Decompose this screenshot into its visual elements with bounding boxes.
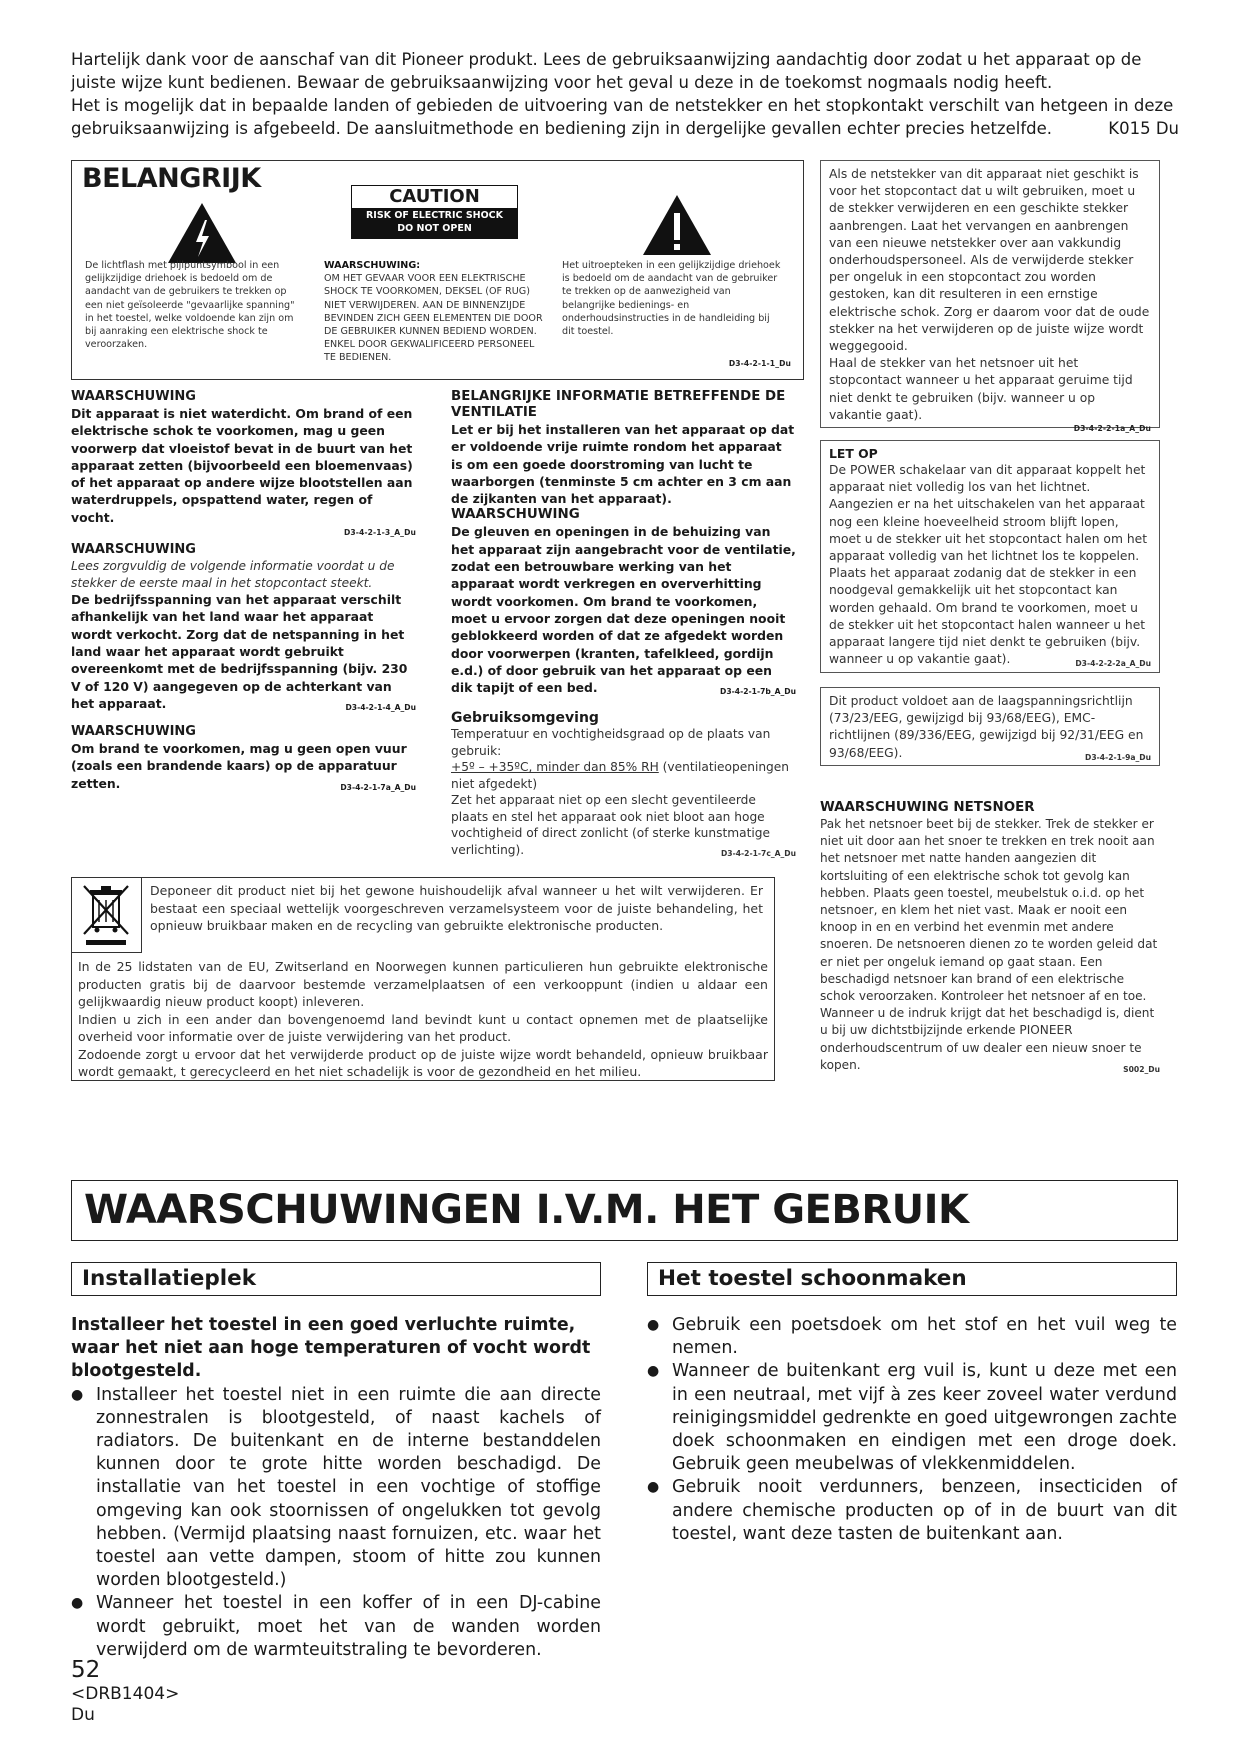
plug-box xyxy=(820,160,1160,434)
letop-body: De POWER schakelaar van dit apparaat koppelt het apparaat niet volledig los van het lichtnet. Aangezien er na het uitschakelen van het apparaat nog een kleine hoeveelheid stroom blijft lopen, moet u de stekker uit het stopcontact halen om het apparaat volledig van het lichtnet los te koppelen. Plaats het apparaat zodanig dat de stekker in een noodgeval gemakkelijk uit het stopcontact kan worden gehaald. Om brand te voorkomen, moet u de stekker uit het stopcontact halen wanneer u het apparaat langere tijd niet denkt te gebruiken (bijv. wanneer u op vakantie gaat). D3-4-2-2-2a_A_Du xyxy=(829,462,1151,668)
caution-title: CAUTION xyxy=(389,186,480,207)
crossed-bin-icon xyxy=(72,878,142,953)
list-item: ● Gebruik nooit verdunners, benzeen, insecticiden of andere chemische producten op of in de buurt van dit toestel, want deze tasten de buitenkant aan. xyxy=(647,1476,1177,1546)
disposal-paragraph-2: In de 25 lidstaten van de EU, Zwitserland en Noorwegen kunnen particulieren hun gebruikte elektronische producten gratis bij de daarvoor bestemde verzamelplaatsen of een verkooppunt (indien u aldaar een gelijkwaardig nieuw product koopt) inleveren. xyxy=(78,959,768,1009)
install-section xyxy=(71,1314,601,1662)
exclamation-description: Het uitroepteken in een gelijkzijdige driehoek is bedoeld om de aandacht van de gebruiker te trekken op de aanwezigheid van belangrijke bedienings- en onderhoudsinstructies in de handleiding bij dit toestel. xyxy=(562,260,781,338)
intro-paragraph-2: Het is mogelijk dat in bepaalde landen of gebieden de uitvoering van de netstekker en het stopkontakt verschilt van hetgeen in deze gebruiksaanwijzing is afgebeeld. De aansluitmethode en bediening zijn in dergelijke gevallen echter precies hetzelfde. K015 Du xyxy=(71,96,1179,138)
ventilation-warning-heading: WAARSCHUWING xyxy=(451,507,580,523)
clean-section xyxy=(647,1314,1177,1546)
install-section-title: Installatieplek xyxy=(71,1262,601,1296)
ventilation-body: Let er bij het installeren van het apparaat op dat er voldoende vrije ruimte rondom het apparaat is om een goede doorstroming van lucht te waarborgen (tenminste 5 cm achter en 3 cm aan de zijkanten van het apparaat). xyxy=(451,422,795,507)
environment-heading: Gebruiksomgeving xyxy=(451,710,599,727)
power-cord-heading: WAARSCHUWING NETSNOER xyxy=(820,800,1035,815)
lightning-triangle-icon xyxy=(166,201,238,265)
install-lead: Installeer het toestel in een goed verluchte ruimte, waar het niet aan hoge temperaturen of vocht wordt blootgesteld. xyxy=(71,1315,591,1382)
warning-3-code: D3-4-2-1-7a_A_Du xyxy=(340,782,416,792)
middle-warnings xyxy=(451,389,796,862)
ventilation-warning-code: D3-4-2-1-7b_A_Du xyxy=(720,687,796,697)
disposal-details xyxy=(78,958,768,1081)
environment-code: D3-4-2-1-7c_A_Du xyxy=(720,848,796,858)
letop-heading: LET OP xyxy=(829,446,878,461)
warning-2-code: D3-4-2-1-4_A_Du xyxy=(345,702,416,712)
lightning-description: De lichtflash met pijlpuntsymbool in een gelijkzijdige driehoek is bedoeld om de aandacht van de gebruikers te trekken op een niet geïsoleerde "gevaarlijke spanning" in het toestel, welke voldoende kan zijn om bij aanraking een elektrische shock te veroorzaken. xyxy=(85,260,295,351)
warning-3-heading: WAARSCHUWING xyxy=(71,724,196,740)
clean-section-title: Het toestel schoonmaken xyxy=(647,1262,1177,1296)
letop-box xyxy=(820,440,1160,673)
belangrijk-code: D3-4-2-1-1_Du xyxy=(728,359,791,368)
list-item: ● Gebruik een poetsdoek om het stof en het vuil weg te nemen. xyxy=(647,1314,1177,1360)
warning-2-heading: WAARSCHUWING xyxy=(71,542,196,558)
caution-label xyxy=(351,185,518,239)
list-item: ● Wanneer de buitenkant erg vuil is, kunt u deze met een in een neutraal, met vijf à zes keer zoveel water verdund reinigingsmiddel gedrenkte en goed uitgewrongen zachte doek schoonmaken en eindigen met een droge doek. Gebruik geen meubelwas of vlekkenmiddelen. xyxy=(647,1360,1177,1476)
letop-code: D3-4-2-2-2a_A_Du xyxy=(1075,659,1151,669)
page-footer xyxy=(71,1656,179,1726)
warning-3-body: Om brand te voorkomen, mag u geen open vuur (zoals een brandende kaars) op de apparatuur zetten. D3-4-2-1-7a_A_Du xyxy=(71,740,416,792)
caution-description: WAARSCHUWING: OM HET GEVAAR VOOR EEN ELEKTRISCHE SHOCK TE VOORKOMEN, DEKSEL (OF RUG) NIET VERWIJDEREN. AAN DE BINNENZIJDE BEVINDEN ZICH GEEN ELEMENTEN DIE DOOR DE GEBRUIKER KUNNEN BEDIEND WORDEN. ENKEL DOOR GEKWALIFICEERD PERSONEEL TE BEDIENEN. xyxy=(324,259,546,365)
warning-1-heading: WAARSCHUWING xyxy=(71,389,196,404)
install-list xyxy=(71,1384,601,1662)
exclamation-triangle-icon xyxy=(641,193,713,257)
disposal-box xyxy=(71,877,775,1081)
caution-subtitle: RISK OF ELECTRIC SHOCK DO NOT OPEN xyxy=(352,208,517,238)
page-title: WAARSCHUWINGEN I.V.M. HET GEBRUIK xyxy=(71,1180,1178,1241)
warning-2-intro: Lees zorgvuldig de volgende informatie voordat u de stekker de eerste maal in het stopcontact steekt. xyxy=(71,559,395,590)
warning-2-body: De bedrijfsspanning van het apparaat verschilt afhankelijk van het land waar het apparaat wordt verkocht. Zorg dat de netspanning in het land waar het apparaat wordt gebruikt overeenkomt met de bedrijfsspanning (bijv. 230 V of 120 V) aangegeven op de achterkant van het apparaat. D3-4-2-1-4_A_Du xyxy=(71,591,416,712)
disposal-icon-frame xyxy=(72,878,142,953)
page-number: 52 xyxy=(71,1657,101,1683)
warning-1-body: Dit apparaat is niet waterdicht. Om brand of een elektrische schok te voorkomen, mag u geen voorwerp dat vloeistof bevat in de buurt van het apparaat zetten (bijvoorbeeld een bloemenvaas) of het apparaat op andere wijze blootstellen aan waterdruppels, opspattend water, regen of vocht. xyxy=(71,406,413,525)
belangrijk-box xyxy=(71,160,804,380)
intro-text xyxy=(71,48,1179,140)
intro-paragraph-1: Hartelijk dank voor de aanschaf van dit Pioneer produkt. Lees de gebruiksaanwijzing aandachtig door zodat u het apparaat op de juiste wijze kunt bedienen. Bewaar de gebruiksaanwijzing voor het geval u deze in de toekomst nogmaals nodig heeft. xyxy=(71,50,1142,92)
power-cord-warning xyxy=(820,800,1160,1078)
caution-description-head: WAARSCHUWING: xyxy=(324,260,421,271)
eu-directive-body: Dit product voldoet aan de laagspanningsrichtlijn (73/23/EEG, gewijzigd bij 93/68/EEG), EMC-richtlijnen (89/336/EEG, gewijzigd bij 92/31/EEG en 93/68/EEG). D3-4-2-1-9a_Du xyxy=(829,693,1151,762)
environment-range: +5º – +35ºC, minder dan 85% RH xyxy=(451,760,659,775)
left-warnings xyxy=(71,389,416,796)
belangrijk-title: BELANGRIJK xyxy=(82,163,261,194)
disposal-paragraph-1: Deponeer dit product niet bij het gewone huishoudelijk afval wanneer u het wilt verwijderen. Er bestaat een speciaal wettelijk voorgeschreven verzamelsysteem voor de juiste behandeling, het opnieuw bruikbaar maken en de recycling van gebruikte elektronische producten. xyxy=(150,883,763,933)
warning-1-code: D3-4-2-1-3_A_Du xyxy=(343,528,416,538)
ventilation-heading: BELANGRIJKE INFORMATIE BETREFFENDE DE VENTILATIE xyxy=(451,389,786,420)
list-item: ● Installeer het toestel niet in een ruimte die aan directe zonnestralen is blootgesteld, of naast kachels of radiators. De buitenkant en de interne bestanddelen kunnen door te grote hitte worden beschadigd. De installatie van het toestel in een vochtige of stoffige omgeving kan ook stoornissen of ongelukken tot gevolg hebben. (Vermijd plaatsing naast fornuizen, etc. waar het toestel aan vette dampen, stoom of hitte zou kunnen worden blootgesteld.) xyxy=(71,1384,601,1593)
list-item: ● Wanneer het toestel in een koffer of in een DJ-cabine wordt gebruikt, moet het van de wanden worden verwijderd om de warmteuitstraling te bevorderen. xyxy=(71,1592,601,1662)
clean-list xyxy=(647,1314,1177,1546)
document-code: <DRB1404> xyxy=(71,1684,180,1704)
eu-directive-code: D3-4-2-1-9a_Du xyxy=(1085,752,1151,762)
language-code: Du xyxy=(71,1705,95,1725)
plug-text: Als de netstekker van dit apparaat niet geschikt is voor het stopcontact dat u wilt gebruiken, moet u de stekker verwijderen en een geschikte stekker aanbrengen. Laat het vervangen en aanbrengen van een nieuwe netstekker over aan vakkundig onderhoudspersoneel. Als de verwijderde stekker per ongeluk in een stopcontact zou worden gestoken, kan dit resulteren in een ernstige elektrische schok. Zorg er daarom voor dat de oude stekker na het verwijderen op de juiste wijze wordt weggegooid. xyxy=(829,167,1150,354)
environment-body: Temperatuur en vochtigheidsgraad op de plaats van gebruik: +5º – +35ºC, minder dan 85% RH (ventilatieopeningen niet afgedekt) Zet het apparaat niet op een slecht geventileerde plaats en stel het apparaat ook niet bloot aan hoge vochtigheid of direct zonlicht (of sterke kunstmatige verlichting). D3-4-2-1-7c_A_Du xyxy=(451,726,796,858)
ventilation-warning-body: De gleuven en openingen in de behuizing van het apparaat zijn aangebracht voor de ventilatie, zodat een betrouwbare werking van het apparaat wordt verkregen en oververhitting wordt voorkomen. Om brand te voorkomen, moet u ervoor zorgen dat deze openingen nooit geblokkeerd worden of dat ze afgedekt worden door voorwerpen (kranten, tafelkleed, gordijn e.d.) of door gebruik van het apparaat op een dik tapijt of een bed. D3-4-2-1-7b_A_Du xyxy=(451,523,796,696)
power-cord-code: S002_Du xyxy=(1123,1064,1160,1074)
disposal-paragraph-4: Zodoende zorgt u ervoor dat het verwijderde product op de juiste wijze wordt behandeld, opnieuw bruikbaar wordt gemaakt, t gerecycleerd en het niet schadelijk is voor de gezondheid en het milieu. xyxy=(78,1046,768,1079)
plug-code: D3-4-2-2-1a_A_Du xyxy=(1073,424,1151,434)
plug-text-2: Haal de stekker van het netsnoer uit het stopcontact wanneer u het apparaat geruime tijd niet denkt te gebruiken (bijv. wanneer u op vakantie gaat). xyxy=(829,356,1133,422)
disposal-paragraph-3: Indien u zich in een ander dan bovengenoemd land bevindt kunt u contact opnemen met de plaatselijke overheid voor informatie over de juiste verwijdering van het product. xyxy=(78,1011,768,1044)
power-cord-body: Pak het netsnoer beet bij de stekker. Trek de stekker er niet uit door aan het snoer te trekken en trek nooit aan het netsnoer met natte handen aangezien dit kortsluiting of een elektrische schok tot gevolg kan hebben. Plaats geen toestel, meubelstuk o.i.d. op het netsnoer, en klem het niet vast. Maak er nooit een knoop in en en verbind het evenmin met andere snoeren. De netsnoeren dienen zo te worden geleid dat er niet per ongeluk iemand op gaat staan. Een beschadigd netsnoer kan brand of een elektrische schok veroorzaken. Kontroleer het netsnoer af en toe. Wanneer u de indruk krijgt dat het beschadigd is, dient u bij uw dichtstbijzijnde erkende PIONEER onderhoudscentrum of uw dealer een nieuw snoer te kopen. S002_Du xyxy=(820,816,1160,1074)
eu-directive-box xyxy=(820,687,1160,766)
intro-code: K015 Du xyxy=(1108,119,1179,138)
